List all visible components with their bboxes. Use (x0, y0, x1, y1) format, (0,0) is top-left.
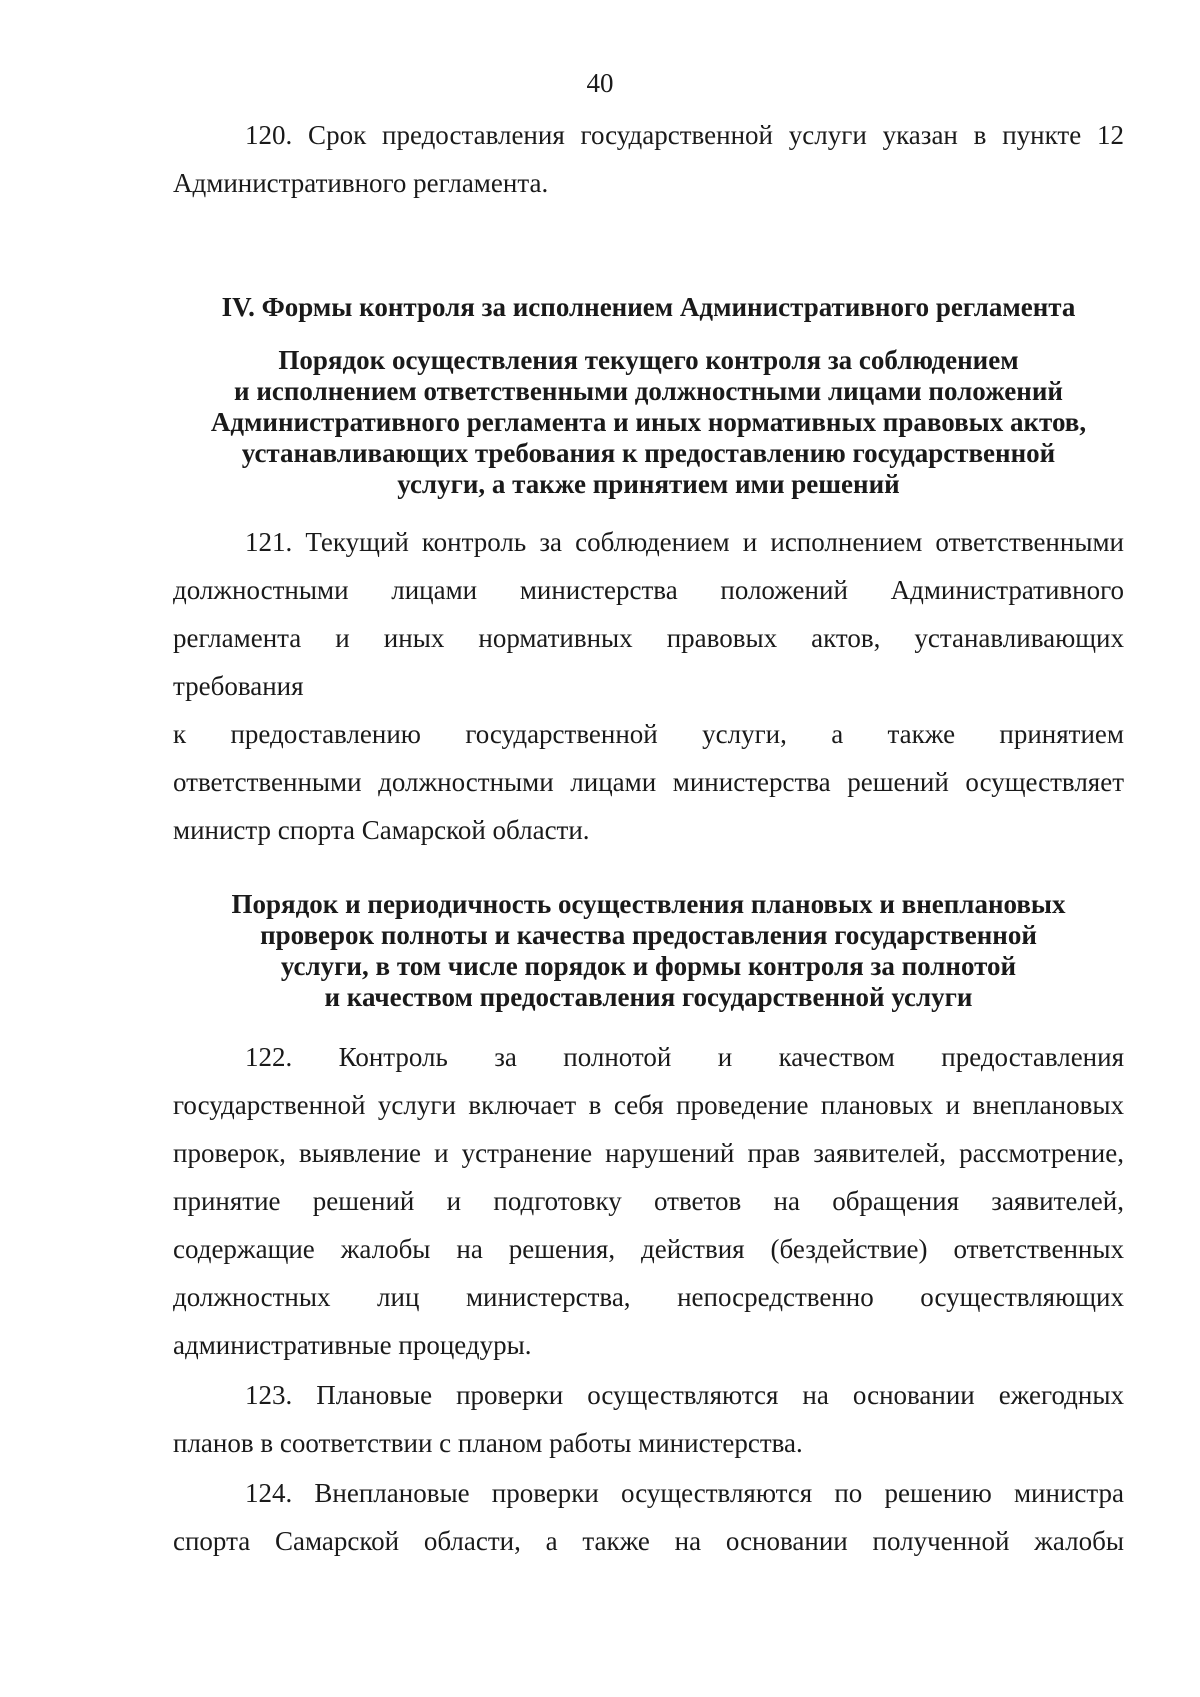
paragraph-124 (173, 1469, 1124, 1565)
heading-line: Административного регламента и иных нормативных правовых актов, (210, 407, 1087, 437)
paragraph-line: 122. Контроль за полнотой и качеством предоставления (245, 1042, 1124, 1072)
paragraph-line: государственной услуги включает в себя проведение плановых и внеплановых (173, 1090, 1124, 1120)
paragraph-line: 124. Внеплановые проверки осуществляются по решению министра (245, 1478, 1124, 1508)
paragraph-line: ответственными должностными лицами министерства решений осуществляет (173, 767, 1124, 797)
paragraph-line: министр спорта Самарской области. (173, 815, 590, 845)
paragraph-line: проверок, выявление и устранение нарушений прав заявителей, рассмотрение, (173, 1138, 1124, 1168)
paragraph-line: 123. Плановые проверки осуществляются на основании ежегодных (245, 1380, 1124, 1410)
paragraph-line: требования (173, 671, 304, 701)
paragraph-line: спорта Самарской области, а также на основании полученной жалобы (173, 1526, 1124, 1556)
paragraph-line: должностными лицами министерства положений Административного (173, 575, 1124, 605)
paragraph-120 (173, 111, 1124, 207)
heading-line: услуги, в том числе порядок и формы контроля за полнотой (280, 951, 1017, 981)
heading-line: и качеством предоставления государственной услуги (324, 982, 973, 1012)
heading-line: Порядок осуществления текущего контроля за соблюдением (278, 345, 1019, 375)
paragraph-line: регламента и иных нормативных правовых актов, устанавливающих (173, 623, 1124, 653)
heading-line: услуги, а также принятием ими решений (397, 469, 900, 499)
paragraph-122 (173, 1033, 1124, 1369)
subsection-heading-scheduled-checks (173, 889, 1124, 1013)
paragraph-line: планов в соответствии с планом работы министерства. (173, 1428, 803, 1458)
subsection-heading-current-control (173, 345, 1124, 500)
page-number: 40 (586, 68, 614, 98)
paragraph-line: 120. Срок предоставления государственной услуги указан в пункте 12 (245, 120, 1124, 150)
heading-line: и исполнением ответственными должностными лицами положений (234, 376, 1063, 406)
heading-line: проверок полноты и качества предоставления государственной (260, 920, 1037, 950)
paragraph-line: должностных лиц министерства, непосредственно осуществляющих (173, 1282, 1124, 1312)
paragraph-line: к предоставлению государственной услуги, а также принятием (173, 719, 1124, 749)
heading-line: устанавливающих требования к предоставлению государственной (241, 438, 1056, 468)
paragraph-123 (173, 1371, 1124, 1467)
paragraph-line: административные процедуры. (173, 1330, 532, 1360)
paragraph-121 (173, 518, 1124, 854)
paragraph-line: Административного регламента. (173, 168, 549, 198)
paragraph-line: 121. Текущий контроль за соблюдением и исполнением ответственными (245, 527, 1124, 557)
section-heading: IV. Формы контроля за исполнением Административного регламента (221, 292, 1076, 322)
paragraph-line: содержащие жалобы на решения, действия (бездействие) ответственных (173, 1234, 1124, 1264)
heading-line: Порядок и периодичность осуществления плановых и внеплановых (231, 889, 1066, 919)
paragraph-line: принятие решений и подготовку ответов на обращения заявителей, (173, 1186, 1124, 1216)
